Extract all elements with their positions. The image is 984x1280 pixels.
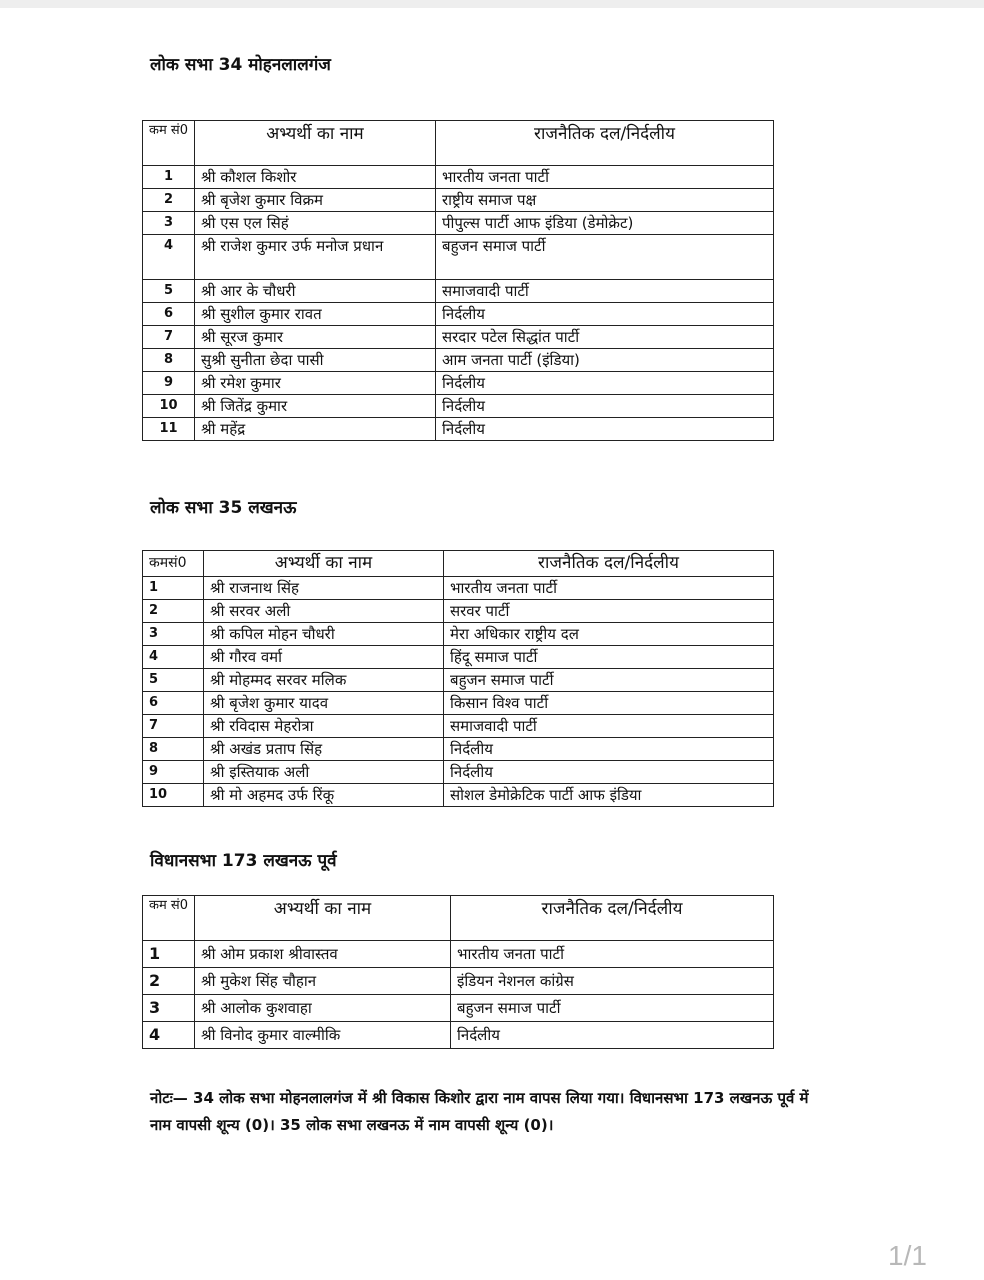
cell-candidate-name: श्री मुकेश सिंह चौहान — [195, 968, 451, 995]
cell-party: समाजवादी पार्टी — [444, 715, 774, 738]
header-serial: कम सं0 — [143, 121, 195, 166]
cell-candidate-name: श्री विनोद कुमार वाल्मीकि — [195, 1022, 451, 1049]
table-row — [143, 941, 774, 968]
cell-candidate-name: सुश्री सुनीता छेदा पासी — [195, 349, 436, 372]
cell-serial: 3 — [143, 623, 204, 646]
cell-candidate-name: श्री सूरज कुमार — [195, 326, 436, 349]
cell-party: सोशल डेमोक्रेटिक पार्टी आफ इंडिया — [444, 784, 774, 807]
cell-candidate-name: श्री एस एल सिहं — [195, 212, 436, 235]
cell-serial: 4 — [143, 235, 195, 280]
section-heading-35: लोक सभा 35 लखनऊ — [150, 498, 297, 518]
table-row — [143, 715, 774, 738]
cell-candidate-name: श्री अखंड प्रताप सिंह — [204, 738, 444, 761]
cell-party: पीपुल्स पार्टी आफ इंडिया (डेमोक्रेट) — [436, 212, 774, 235]
cell-serial: 9 — [143, 761, 204, 784]
table-row — [143, 303, 774, 326]
cell-candidate-name: श्री गौरव वर्मा — [204, 646, 444, 669]
cell-candidate-name: श्री रमेश कुमार — [195, 372, 436, 395]
cell-candidate-name: श्री राजेश कुमार उर्फ मनोज प्रधान — [195, 235, 436, 280]
cell-party: निर्दलीय — [444, 738, 774, 761]
table-row — [143, 166, 774, 189]
table-row — [143, 418, 774, 441]
section-heading-173: विधानसभा 173 लखनऊ पूर्व — [150, 851, 337, 871]
cell-serial: 2 — [143, 189, 195, 212]
table-row — [143, 235, 774, 280]
header-serial: कम सं0 — [143, 896, 195, 941]
cell-party: आम जनता पार्टी (इंडिया) — [436, 349, 774, 372]
table-row — [143, 349, 774, 372]
table-row — [143, 995, 774, 1022]
cell-party: हिंदू समाज पार्टी — [444, 646, 774, 669]
cell-candidate-name: श्री मो अहमद उर्फ रिंकू — [204, 784, 444, 807]
table-row — [143, 646, 774, 669]
table-row — [143, 212, 774, 235]
cell-serial: 5 — [143, 669, 204, 692]
cell-serial: 8 — [143, 738, 204, 761]
cell-serial: 1 — [143, 577, 204, 600]
cell-serial: 11 — [143, 418, 195, 441]
cell-party: सरदार पटेल सिद्धांत पार्टी — [436, 326, 774, 349]
header-candidate-name: अभ्यर्थी का नाम — [204, 551, 444, 577]
candidates-table-34 — [142, 120, 774, 441]
cell-serial: 2 — [143, 600, 204, 623]
header-serial: कमसं0 — [143, 551, 204, 577]
cell-party: बहुजन समाज पार्टी — [451, 995, 774, 1022]
cell-party: भारतीय जनता पार्टी — [451, 941, 774, 968]
cell-candidate-name: श्री सुशील कुमार रावत — [195, 303, 436, 326]
cell-candidate-name: श्री आर के चौधरी — [195, 280, 436, 303]
cell-party: निर्दलीय — [436, 395, 774, 418]
cell-serial: 3 — [143, 995, 195, 1022]
viewer-top-bar — [0, 0, 984, 8]
table-row — [143, 395, 774, 418]
page-indicator: 1/1 — [888, 1240, 927, 1271]
table-header-row — [143, 121, 774, 166]
cell-candidate-name: श्री सरवर अली — [204, 600, 444, 623]
cell-candidate-name: श्री मोहम्मद सरवर मलिक — [204, 669, 444, 692]
cell-party: इंडियन नेशनल कांग्रेस — [451, 968, 774, 995]
header-party: राजनैतिक दल/निर्दलीय — [451, 896, 774, 941]
table-row — [143, 577, 774, 600]
table-row — [143, 692, 774, 715]
cell-candidate-name: श्री कौशल किशोर — [195, 166, 436, 189]
table-row — [143, 738, 774, 761]
cell-serial: 1 — [143, 941, 195, 968]
cell-party: समाजवादी पार्टी — [436, 280, 774, 303]
cell-serial: 10 — [143, 395, 195, 418]
cell-serial: 8 — [143, 349, 195, 372]
table-row — [143, 623, 774, 646]
cell-serial: 4 — [143, 646, 204, 669]
cell-candidate-name: श्री आलोक कुशवाहा — [195, 995, 451, 1022]
cell-serial: 6 — [143, 303, 195, 326]
cell-serial: 10 — [143, 784, 204, 807]
table-row — [143, 669, 774, 692]
header-candidate-name: अभ्यर्थी का नाम — [195, 896, 451, 941]
cell-party: सरवर पार्टी — [444, 600, 774, 623]
cell-serial: 5 — [143, 280, 195, 303]
table-row — [143, 372, 774, 395]
table-row — [143, 968, 774, 995]
cell-candidate-name: श्री जितेंद्र कुमार — [195, 395, 436, 418]
table-row — [143, 280, 774, 303]
cell-candidate-name: श्री बृजेश कुमार यादव — [204, 692, 444, 715]
cell-party: बहुजन समाज पार्टी — [444, 669, 774, 692]
cell-party: निर्दलीय — [436, 303, 774, 326]
cell-serial: 1 — [143, 166, 195, 189]
table-header-row — [143, 896, 774, 941]
cell-party: किसान विश्व पार्टी — [444, 692, 774, 715]
header-party: राजनैतिक दल/निर्दलीय — [436, 121, 774, 166]
cell-party: निर्दलीय — [436, 372, 774, 395]
table-row — [143, 1022, 774, 1049]
cell-party: मेरा अधिकार राष्ट्रीय दल — [444, 623, 774, 646]
cell-serial: 2 — [143, 968, 195, 995]
header-party: राजनैतिक दल/निर्दलीय — [444, 551, 774, 577]
candidates-table-173 — [142, 895, 774, 1049]
cell-serial: 9 — [143, 372, 195, 395]
table-row — [143, 761, 774, 784]
cell-candidate-name: श्री ओम प्रकाश श्रीवास्तव — [195, 941, 451, 968]
cell-party: भारतीय जनता पार्टी — [436, 166, 774, 189]
cell-candidate-name: श्री राजनाथ सिंह — [204, 577, 444, 600]
header-candidate-name: अभ्यर्थी का नाम — [195, 121, 436, 166]
cell-serial: 7 — [143, 715, 204, 738]
candidates-table-35 — [142, 550, 774, 807]
cell-party: निर्दलीय — [451, 1022, 774, 1049]
cell-candidate-name: श्री बृजेश कुमार विक्रम — [195, 189, 436, 212]
table-row — [143, 600, 774, 623]
cell-candidate-name: श्री महेंद्र — [195, 418, 436, 441]
cell-party: बहुजन समाज पार्टी — [436, 235, 774, 280]
table-row — [143, 189, 774, 212]
cell-candidate-name: श्री रविदास मेहरोत्रा — [204, 715, 444, 738]
cell-serial: 6 — [143, 692, 204, 715]
cell-serial: 7 — [143, 326, 195, 349]
cell-serial: 4 — [143, 1022, 195, 1049]
section-heading-34: लोक सभा 34 मोहनलालगंज — [150, 55, 331, 75]
table-row — [143, 784, 774, 807]
cell-party: राष्ट्रीय समाज पक्ष — [436, 189, 774, 212]
cell-candidate-name: श्री इस्तियाक अली — [204, 761, 444, 784]
withdrawal-note: नोटः— 34 लोक सभा मोहनलालगंज में श्री विकास किशोर द्वारा नाम वापस लिया गया। विधानसभा 173 लखनऊ पूर्व में नाम वापसी शून्य (0)। 35 लोक सभा लखनऊ में नाम वापसी शून्य (0)। — [150, 1089, 809, 1134]
cell-party: भारतीय जनता पार्टी — [444, 577, 774, 600]
cell-party: निर्दलीय — [436, 418, 774, 441]
cell-serial: 3 — [143, 212, 195, 235]
cell-candidate-name: श्री कपिल मोहन चौधरी — [204, 623, 444, 646]
cell-party: निर्दलीय — [444, 761, 774, 784]
table-header-row — [143, 551, 774, 577]
table-row — [143, 326, 774, 349]
